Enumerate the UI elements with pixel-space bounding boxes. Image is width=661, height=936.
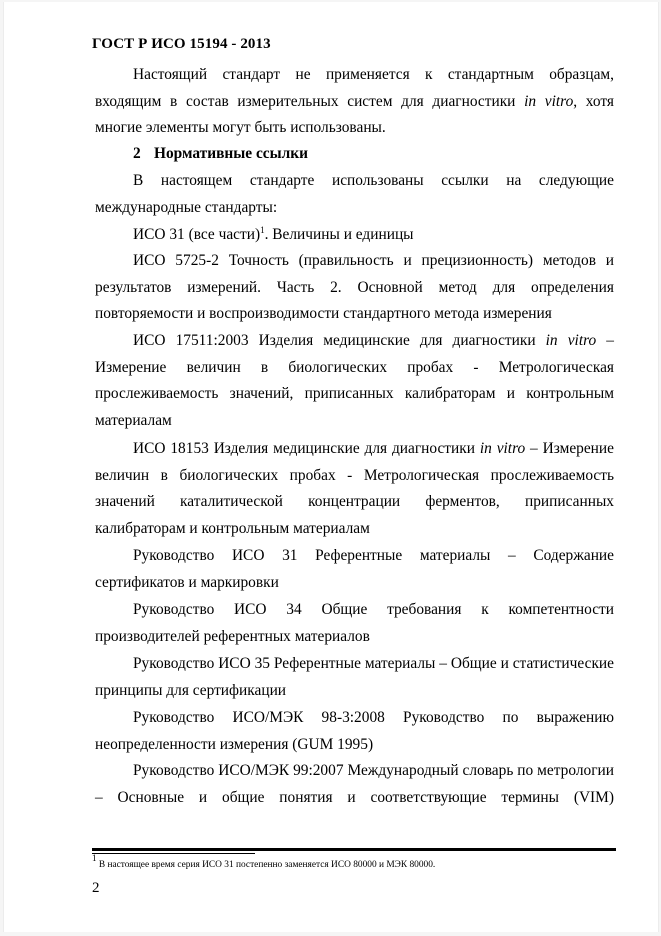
- footnote-text: В настоящее время серия ИСО 31 постепенно заменяется ИСО 80000 и МЭК 80000.: [96, 860, 436, 870]
- footnote-ref-mark: 1: [260, 225, 265, 235]
- section-title: Нормативные ссылки: [154, 145, 309, 162]
- reference-iso17511-post: – Измерение величин в биологических пробах - Метрологическая прослеживаемость значений, приписанных калибраторам и контрольным материалам: [95, 332, 614, 429]
- document-header: ГОСТ Р ИСО 15194 - 2013: [92, 36, 271, 52]
- reference-guide34: Руководство ИСО 34 Общие требования к компетентности производителей референтных материалов: [95, 601, 614, 645]
- reference-iso17511: [95, 328, 614, 434]
- footnote: [92, 853, 436, 870]
- reference-iso18153-italic: in vitro: [479, 440, 526, 457]
- reference-iso18153-post: – Измерение величин в биологических пробах - Метрологическая прослеживаемость значений каталитической концентрации ферментов, приписанных калибраторам и контрольным материалам: [95, 440, 614, 537]
- reference-guide98: Руководство ИСО/МЭК 98-3:2008 Руководство по выражению неопределенности измерения (GUM 1995): [95, 709, 614, 753]
- intro-text-end: , хотя многие элементы могут быть использованы.: [95, 92, 614, 136]
- intro-italic: in vitro: [524, 92, 574, 110]
- reference-iso31-text: ИСО 31 (все части): [133, 226, 261, 243]
- reference-iso18153: [95, 436, 614, 542]
- section-number: 2: [133, 145, 141, 162]
- reference-iso5725: ИСО 5725-2 Точность (правильность и прецизионность) методов и результатов измерений. Часть 2. Основной метод для определения повторяемости и воспроизводимости стандартного метода измерения: [95, 252, 614, 322]
- section-heading: [133, 145, 308, 163]
- reference-iso31: [95, 222, 614, 249]
- section-lead-paragraph: В настоящем стандарте использованы ссылки на следующие международные стандарты:: [95, 172, 614, 216]
- reference-iso17511-pre: ИСО 17511:2003 Изделия медицинские для диагностики: [133, 332, 546, 349]
- footnote-separator-bold: [92, 848, 616, 851]
- reference-guide99: Руководство ИСО/МЭК 99:2007 Международный словарь по метрологии – Основные и общие понятия и соответствующие термины (VIM): [95, 762, 614, 806]
- reference-iso17511-italic: in vitro: [545, 332, 597, 349]
- footnote-separator-thin: [92, 853, 255, 854]
- intro-text: Настоящий стандарт не применяется к стандартным образцам, входящим в состав измерительных систем для диагностики: [95, 66, 614, 110]
- reference-iso31-suffix: . Величины и единицы: [264, 226, 414, 243]
- reference-iso18153-pre: ИСО 18153 Изделия медицинские для диагностики: [133, 440, 480, 457]
- page-number: 2: [92, 880, 100, 896]
- intro-paragraph: [95, 62, 614, 142]
- reference-guide35: Руководство ИСО 35 Референтные материалы – Общие и статистические принципы для сертификации: [95, 655, 614, 699]
- reference-guide31: Руководство ИСО 31 Референтные материалы – Содержание сертификатов и маркировки: [95, 547, 614, 591]
- footnote-mark: 1: [92, 853, 97, 863]
